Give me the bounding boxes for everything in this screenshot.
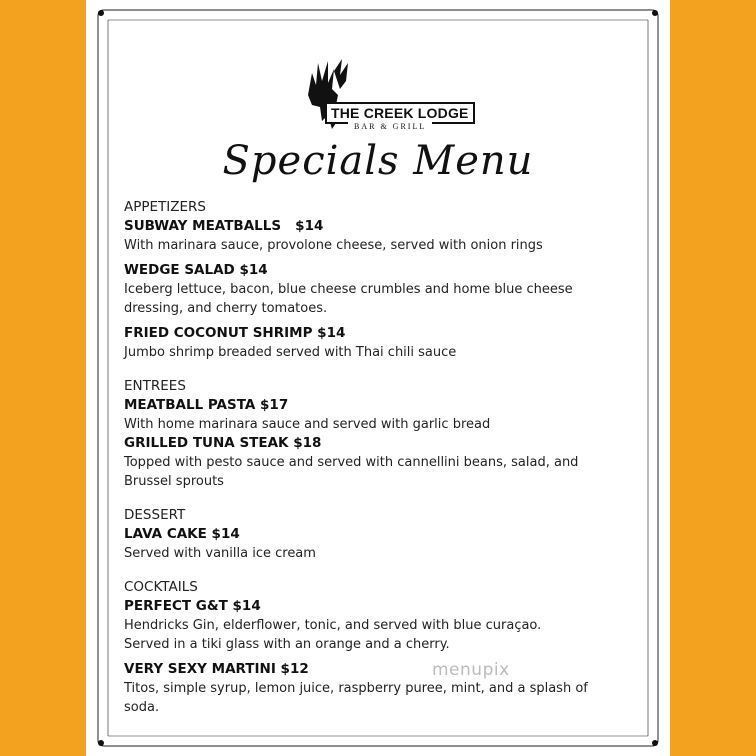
menu-item-name: PERFECT G&T $14 [124,598,261,614]
menu-item-desc: Iceberg lettuce, bacon, blue cheese crumbles and home blue cheese [124,282,573,297]
watermark: menupix [432,660,510,680]
section-label: APPETIZERS [124,199,207,215]
menu-item-name: FRIED COCONUT SHRIMP $14 [124,325,346,341]
menu-item-desc: Brussel sprouts [124,474,224,489]
menu-item-desc: Served with vanilla ice cream [124,546,316,561]
menu-item-name: LAVA CAKE $14 [124,526,240,542]
menu-item-name: GRILLED TUNA STEAK $18 [124,435,322,451]
section-label: COCKTAILS [124,579,198,595]
menu-item-desc: Jumbo shrimp breaded served with Thai chili sauce [124,345,457,360]
brand-tagline: BAR & GRILL [348,122,432,131]
page-title: Specials Menu [222,138,534,184]
menu-item-name: MEATBALL PASTA $17 [124,397,289,413]
section-label: DESSERT [124,507,186,523]
brand-name: THE CREEK LODGE [325,102,475,124]
menu-item-name: WEDGE SALAD $14 [124,262,268,278]
menu-item-name: SUBWAY MEATBALLS $14 [124,218,324,234]
menu-item-desc: Hendricks Gin, elderflower, tonic, and served with blue curaçao. [124,618,542,633]
menu-item-desc: With home marinara sauce and served with garlic bread [124,417,491,432]
section-label: ENTREES [124,378,186,394]
menu-list [124,198,624,717]
menu-item-desc: dressing, and cherry tomatoes. [124,301,328,316]
menu-item-desc: With marinara sauce, provolone cheese, served with onion rings [124,238,543,253]
menu-card [86,0,670,756]
menu-item-desc: Served in a tiki glass with an orange and a cherry. [124,637,450,652]
menu-item-desc: Titos, simple syrup, lemon juice, raspberry puree, mint, and a splash of [124,681,588,696]
menu-item-name: VERY SEXY MARTINI $12 [124,661,309,677]
menu-item-desc: soda. [124,700,160,715]
menu-item-desc: Topped with pesto sauce and served with cannellini beans, salad, and [124,455,579,470]
